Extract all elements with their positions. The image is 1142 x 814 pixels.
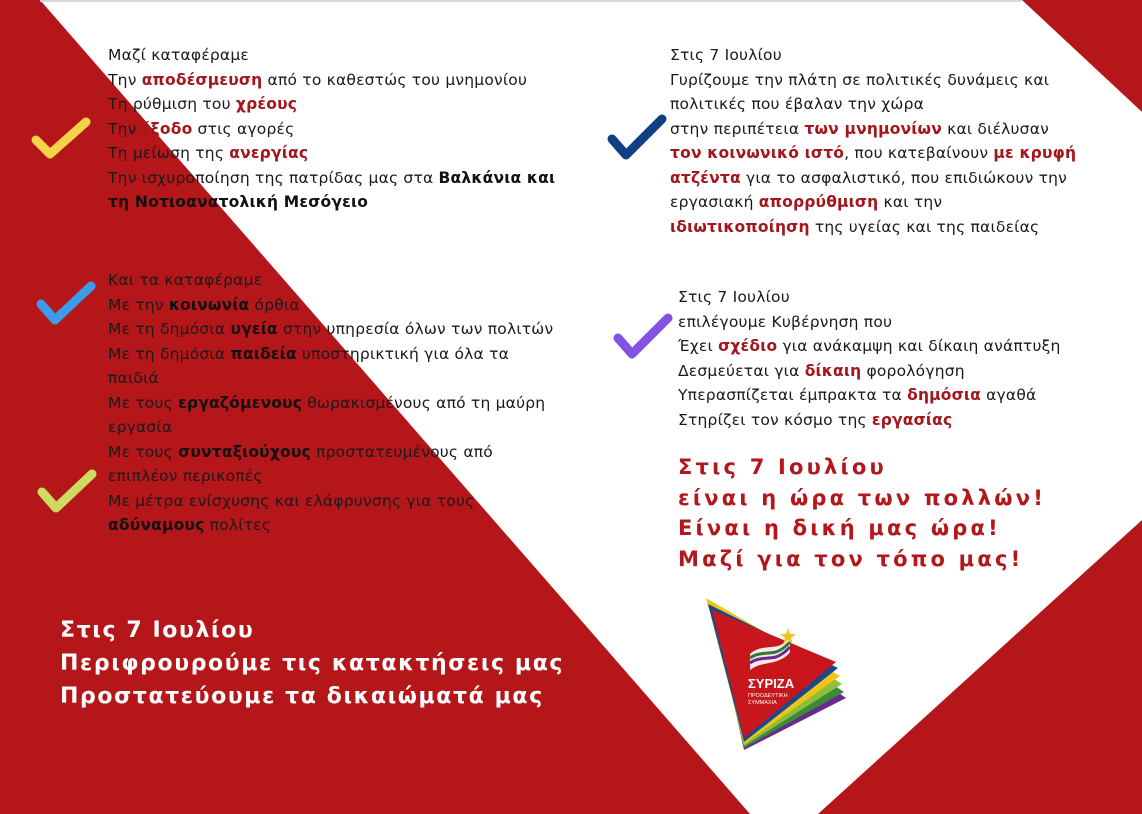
achievements-block-1 bbox=[108, 43, 578, 215]
text-line: Τη μείωση της ανεργίας bbox=[108, 144, 309, 162]
logo-tagline-2: ΣΥΜΜΑΧΙΑ bbox=[748, 700, 777, 706]
text-line: Την έξοδο στις αγορές bbox=[108, 119, 295, 138]
text-line: Με τη δημόσια παιδεία υποστηρικτική για όλα τα bbox=[108, 344, 510, 363]
text-line: Την αποδέσμευση από το καθεστώς του μνημονίου bbox=[108, 70, 528, 89]
red-slogan bbox=[678, 452, 1046, 574]
text-line: Έχει σχέδιο για ανάκαμψη και δίκαιη ανάπτυξη bbox=[678, 337, 1061, 355]
text-line: Στηρίζει τον κόσμο της εργασίας bbox=[678, 410, 953, 429]
text-line: Υπερασπίζεται έμπρακτα τα δημόσια αγαθά bbox=[678, 386, 1037, 404]
slogan-line: Είναι η δική μας ώρα! bbox=[678, 516, 1001, 540]
text-line: Και τα καταφέραμε bbox=[108, 271, 263, 289]
text-line: Στις 7 Ιουλίου bbox=[670, 46, 782, 64]
slogan-line: Στις 7 Ιουλίου bbox=[678, 455, 887, 479]
opposition-critique-block bbox=[670, 43, 1100, 239]
text-line: Με τους συνταξιούχους προστατευμένους από bbox=[108, 442, 493, 461]
text-line: εργασιακή απορρύθμιση και την bbox=[670, 193, 943, 211]
navy-check-icon bbox=[606, 113, 668, 161]
logo-name: ΣΥΡΙΖΑ bbox=[748, 676, 795, 691]
government-choice-block bbox=[678, 285, 1108, 432]
text-line: Τη ρύθμιση του χρέους bbox=[108, 95, 298, 113]
text-line: Γυρίζουμε την πλάτη σε πολιτικές δυνάμεις και bbox=[670, 70, 1050, 89]
text-line: Την ισχυροποίηση της πατρίδας μας στα Βαλκάνια και bbox=[108, 168, 556, 187]
text-line: στην περιπέτεια των μνημονίων και διέλυσαν bbox=[670, 119, 1049, 138]
text-line: Με τους εργαζόμενους θωρακισμένους από τη μαύρη bbox=[108, 393, 546, 412]
text-line: ιδιωτικοποίηση της υγείας και της παιδείας bbox=[670, 217, 1040, 236]
text-line: Με μέτρα ενίσχυσης και ελάφρυνσης για τους bbox=[108, 491, 475, 510]
text-line: παιδιά bbox=[108, 369, 159, 387]
slogan-line: Περιφρουρούμε τις κατακτήσεις μας bbox=[60, 651, 565, 676]
syriza-triangle-logo-icon bbox=[698, 596, 848, 754]
text-line: Με τη δημόσια υγεία στην υπηρεσία όλων των πολιτών bbox=[108, 320, 554, 338]
lime-check-icon bbox=[36, 468, 98, 514]
text-line: Δεσμεύεται για δίκαιη φορολόγηση bbox=[678, 361, 965, 380]
text-line: Μαζί καταφέραμε bbox=[108, 46, 249, 64]
text-line: Με την κοινωνία όρθια bbox=[108, 295, 300, 314]
slogan-line: Προστατεύουμε τα δικαιώματά μας bbox=[60, 684, 544, 709]
slogan-line: Στις 7 Ιουλίου bbox=[60, 618, 255, 643]
text-line: τον κοινωνικό ιστό, που κατεβαίνουν με κρυφή bbox=[670, 144, 1077, 162]
white-slogan bbox=[60, 614, 564, 713]
text-line: επιλέγουμε Κυβέρνηση που bbox=[678, 312, 893, 331]
purple-check-icon bbox=[612, 312, 674, 360]
text-line: τη Νοτιοανατολική Μεσόγειο bbox=[108, 193, 369, 211]
text-line: εργασία bbox=[108, 418, 173, 436]
text-line: επιπλέον περικοπές bbox=[108, 467, 263, 485]
text-line: ατζέντα για το ασφαλιστικό, που επιδιώκουν την bbox=[670, 168, 1067, 187]
text-line: Στις 7 Ιουλίου bbox=[678, 288, 790, 306]
yellow-check-icon bbox=[30, 116, 92, 160]
slogan-line: είναι η ώρα των πολλών! bbox=[678, 485, 1046, 510]
achievements-block-2 bbox=[108, 268, 578, 538]
blue-check-icon bbox=[35, 280, 97, 326]
slogan-line: Μαζί για τον τόπο μας! bbox=[678, 546, 1024, 571]
logo-tagline-1: ΠΡΟΟΔΕΥΤΙΚΗ bbox=[748, 693, 788, 699]
text-line: πολιτικές που έβαλαν την χώρα bbox=[670, 95, 925, 113]
text-line: αδύναμους πολίτες bbox=[108, 516, 272, 534]
